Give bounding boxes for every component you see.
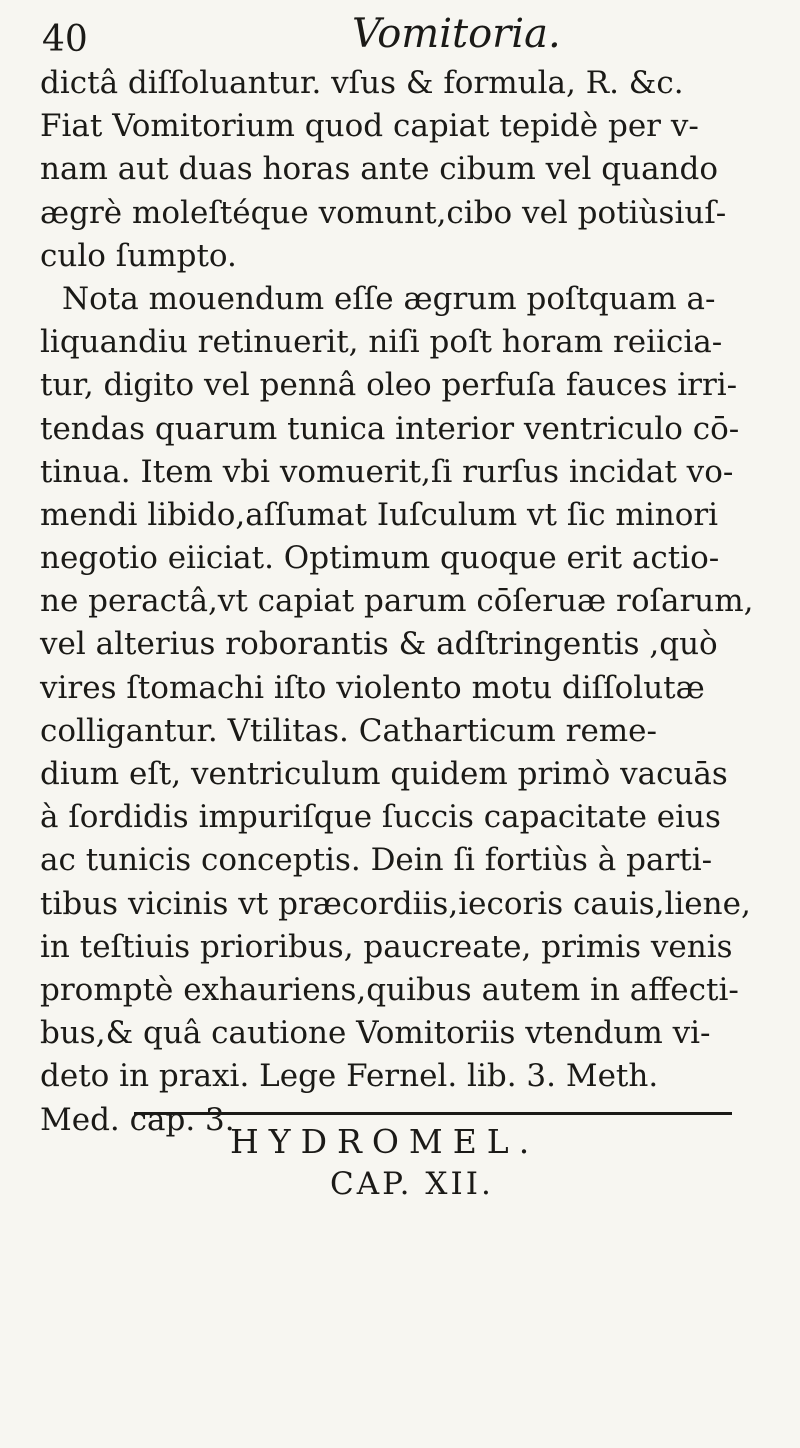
text-line: tinua. Item vbi vomuerit,ſi rurſus incidat vo- — [40, 453, 734, 490]
section-divider — [134, 1112, 732, 1115]
text-line: ne peractâ,vt capiat parum cōſeruæ roſarum, — [40, 583, 754, 620]
text-line: ac tunicis conceptis. Dein ſi fortiùs à parti- — [40, 842, 713, 879]
text-line: bus,& quâ cautione Vomitoriis vtendum vi- — [40, 1015, 711, 1052]
chapter-number: CAP. XII. — [330, 1166, 494, 1202]
text-line: in teſtiuis prioribus, paucreate, primis venis — [40, 928, 733, 965]
text-line: ægrè moleſtéque vomunt,cibo vel potiùsiuſ- — [40, 194, 727, 231]
text-line: Fiat Vomitorium quod capiat tepidè per v- — [40, 108, 699, 145]
text-line: Nota mouendum eſſe ægrum poſtquam a- — [62, 280, 716, 317]
text-line: mendi libido,aſſumat Iuſculum vt ſic minori — [40, 496, 719, 533]
page-header — [40, 6, 760, 60]
text-line: negotio eiiciat. Optimum quoque erit actio- — [40, 540, 720, 577]
text-line: Med. cap. 3. — [40, 1101, 235, 1138]
body-text — [40, 62, 775, 1142]
text-line: culo ſumpto. — [40, 237, 237, 274]
text-line: tur, digito vel pennâ oleo perfuſa fauces irri- — [40, 367, 738, 404]
section-title: HYDROMEL. — [230, 1122, 540, 1161]
page-number: 40 — [42, 19, 88, 60]
text-line: dictâ diſſoluantur. vſus & formula, R. &c. — [40, 65, 684, 101]
running-head: Vomitoria. — [352, 11, 561, 57]
text-line: nam aut duas horas ante cibum vel quando — [40, 151, 719, 188]
text-line: à ſordidis impuriſque ſuccis capacitate eius — [40, 799, 721, 836]
text-line: tendas quarum tunica interior ventriculo cō- — [40, 410, 740, 447]
text-line: colligantur. Vtilitas. Catharticum reme- — [40, 712, 658, 749]
text-line: vel alterius roborantis & adſtringentis ,quò — [40, 626, 718, 663]
text-line: vires ſtomachi iſto violento motu diſſolutæ — [40, 669, 705, 706]
text-line: dium eſt, ventriculum quidem primò vacuās — [40, 756, 728, 792]
text-line: tibus vicinis vt præcordiis,iecoris cauis,liene, — [40, 885, 751, 922]
text-line: promptè exhauriens,quibus autem in affecti- — [40, 971, 739, 1008]
text-line: liquandiu retinuerit, niſi poſt horam reiicia- — [40, 324, 723, 361]
text-line: deto in praxi. Lege Fernel. lib. 3. Meth. — [40, 1058, 659, 1095]
